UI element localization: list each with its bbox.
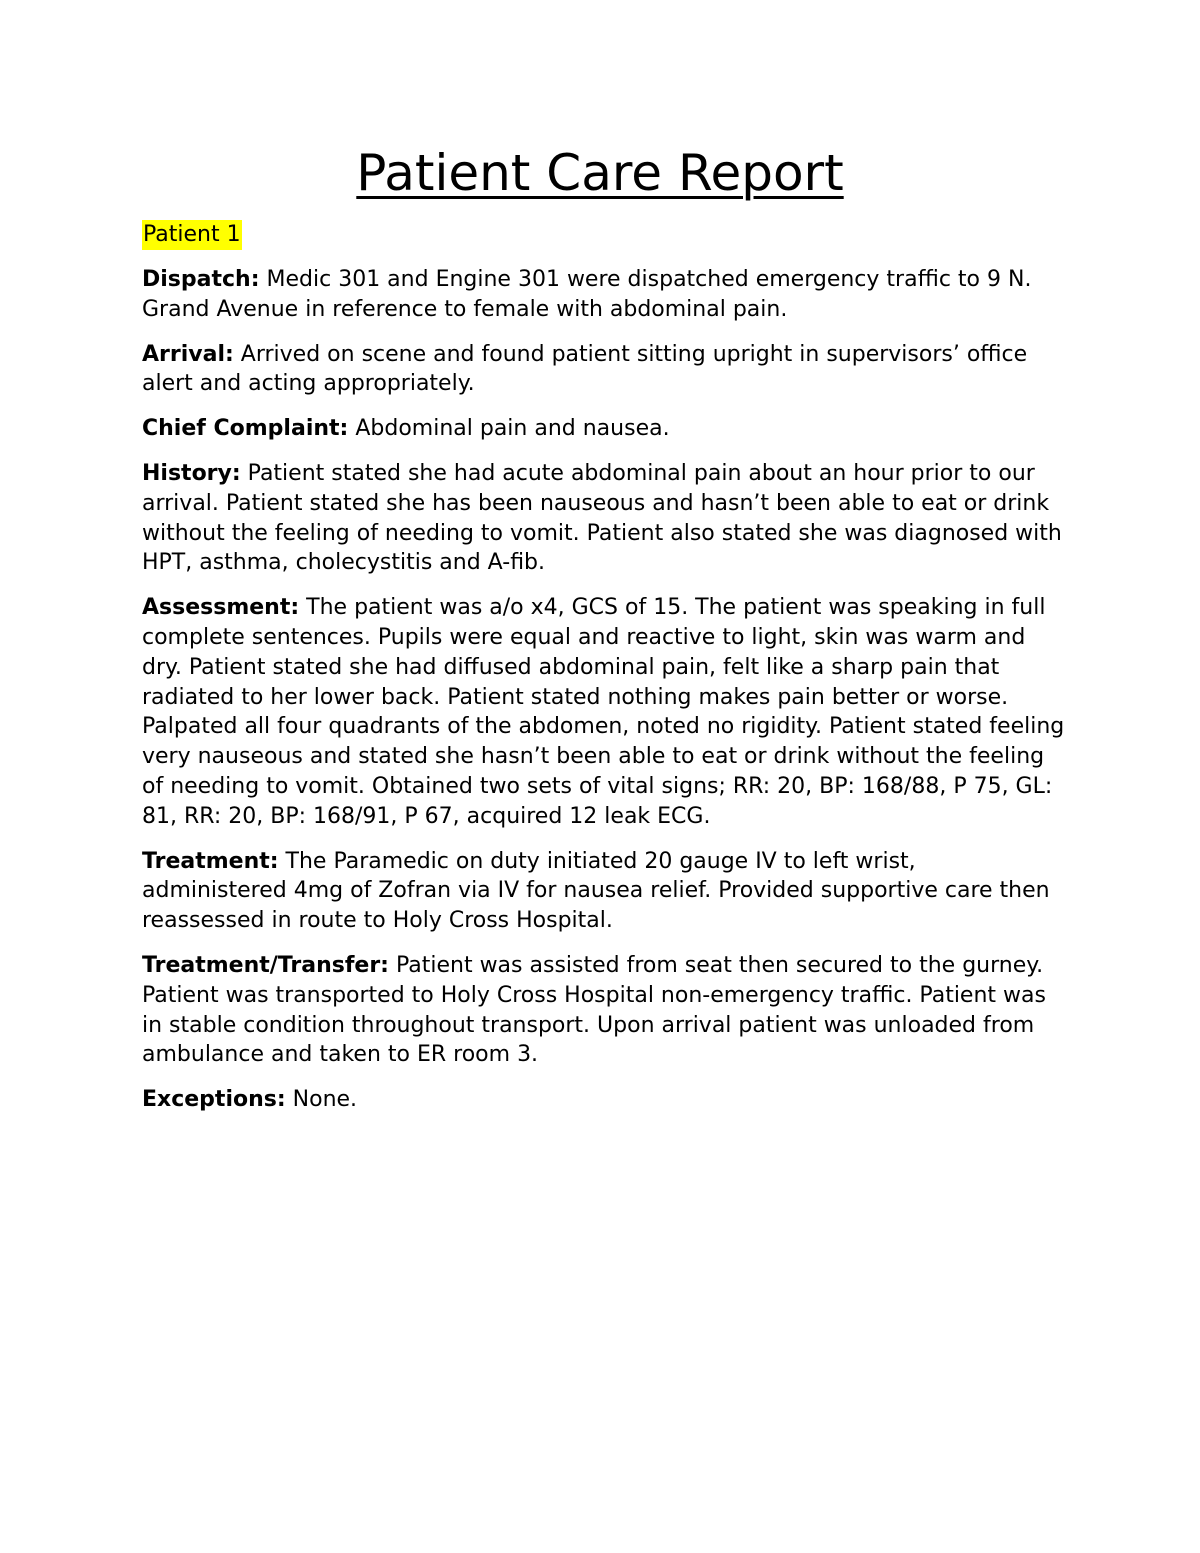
section-text: Medic 301 and Engine 301 were dispatched emergency traffic to 9 N. Grand Avenue in reference to female with abdominal pain. [142,267,1032,322]
section-assessment [142,593,1067,831]
section-label: Treatment: [142,848,279,874]
section-text: Abdominal pain and nausea. [355,416,670,442]
section-dispatch [142,265,1067,325]
section-label: Chief Complaint: [142,416,349,442]
section-label: Dispatch: [142,267,260,292]
section-text: Arrived on scene and found patient sitting upright in supervisors’ office alert and acting appropriately. [142,341,1028,397]
section-text: Patient was assisted from seat then secured to the gurney. Patient was transported to Holy Cross Hospital non-emergency traffic. Patient was in stable condition throughout transport. Upon arrival patient was unloaded from ambulance and taken to ER room 3. [142,952,1046,1068]
section-text: None. [292,1087,358,1113]
patient-label: Patient 1 [142,220,242,250]
section-label: History: [142,460,241,486]
report-sections [142,265,1067,1130]
section-exceptions [142,1085,1067,1115]
section-text: The patient was a/o x4, GCS of 15. The patient was speaking in full complete sentences. Pupils were equal and reactive to light, skin was warm and dry. Patient stated she had diffused abdominal pain, felt like a sharp pain that radiated to her lower back. Patient stated nothing makes pain better or worse. Palpated all four quadrants of the abdomen, noted no rigidity. Patient stated feeling very nauseous and stated she hasn’t been able to eat or drink without the feeling of needing to vomit. Obtained two sets of vital signs; RR: 20, BP: 168/88, P 75, GL: 81, RR: 20, BP: 168/91, P 67, acquired 12 leak ECG. [142,595,1065,829]
section-treatment [142,847,1067,936]
section-arrival [142,340,1067,400]
section-treatment-transfer [142,951,1067,1070]
section-label: Exceptions: [142,1087,286,1113]
section-label: Treatment/Transfer: [142,952,389,978]
section-history [142,459,1067,578]
section-label: Assessment: [142,595,300,621]
section-label: Arrival: [142,341,234,367]
section-text: Patient stated she had acute abdominal pain about an hour prior to our arrival. Patient stated she has been nauseous and hasn’t been able to eat or drink without the feeling of needing to vomit. Patient also stated she was diagnosed with HPT, asthma, cholecystitis and A-fib. [142,460,1062,576]
page-title: Patient Care Report [356,144,844,202]
section-text: The Paramedic on duty initiated 20 gauge IV to left wrist, administered 4mg of Zofran via IV for nausea relief. Provided supportive care then reassessed in route to Holy Cross Hospital. [142,848,1050,934]
section-chief-complaint [142,414,1067,444]
